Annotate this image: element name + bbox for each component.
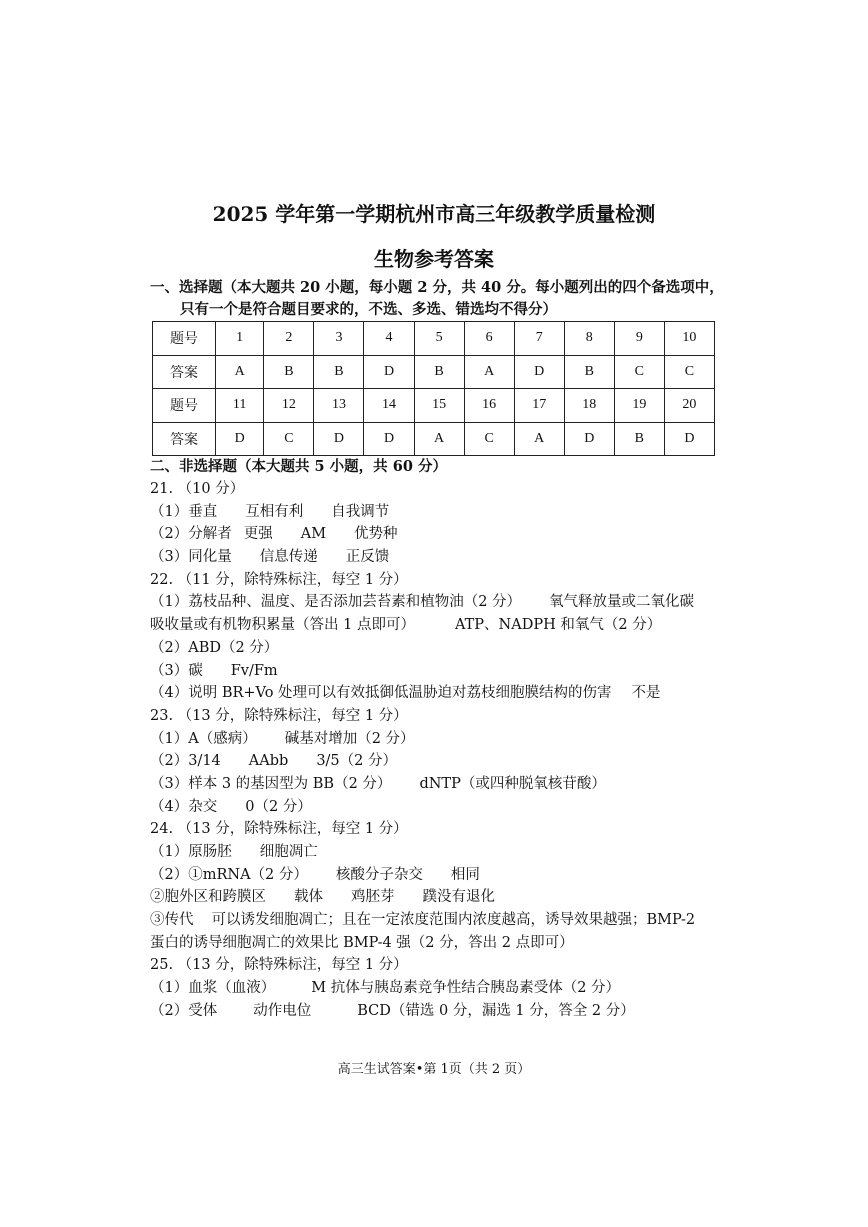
answer-item: 优势种 (354, 526, 398, 543)
answer-item: （1）血浆（血液） (150, 980, 276, 997)
table-cell: 4 (364, 322, 414, 356)
answer-item: ATP、NADPH 和氧气（2 分） (454, 617, 662, 634)
answer-item: 细胞凋亡 (259, 844, 318, 860)
answer-item: （1）A（感病） (150, 730, 257, 747)
answer-item: 氧气释放量或二氧化碳 (549, 594, 695, 611)
table-cell: B (414, 355, 464, 389)
table-cell: B (614, 422, 664, 456)
answer-line (150, 660, 730, 683)
answer-item: 互相有利 (245, 503, 304, 520)
table-cell: 17 (514, 389, 564, 423)
section-heading-choice (150, 277, 730, 321)
table-cell: 10 (664, 322, 714, 356)
answer-body (150, 478, 730, 1023)
table-row (153, 389, 715, 423)
answer-item: 蹼没有退化 (422, 889, 495, 906)
answer-item: （2）分解者 (150, 526, 232, 543)
table-cell: B (264, 355, 314, 389)
table-cell: 8 (564, 322, 614, 356)
table-row (153, 422, 715, 456)
table-cell: D (564, 422, 614, 456)
page-subtitle: 生物参考答案 (374, 247, 494, 271)
answer-item: AAbb (248, 753, 289, 770)
table-cell: A (514, 422, 564, 456)
answer-item: 0（2 分） (245, 798, 312, 815)
table-cell: 11 (216, 389, 264, 423)
answer-item: BCD（错选 0 分，漏选 1 分，答全 2 分） (357, 1002, 635, 1019)
table-row (153, 322, 715, 356)
row-label: 答案 (153, 422, 216, 456)
answer-item: 核酸分子杂交 (335, 866, 423, 883)
question-header: 22. （11 分，除特殊标注，每空 1 分） (150, 571, 408, 588)
section-heading-line: 只有一个是符合题目要求的，不选、多选、错选均不得分） (180, 301, 557, 318)
answer-item: （3）样本 3 的基因型为 BB（2 分） (150, 775, 392, 792)
answer-item: ②胞外区和跨膜区 (150, 889, 266, 906)
answer-line (150, 886, 730, 909)
table-cell: D (364, 355, 414, 389)
table-cell: A (464, 355, 514, 389)
answer-line (150, 591, 730, 614)
table-cell: A (216, 355, 264, 389)
table-cell: 12 (264, 389, 314, 423)
answer-item: （1）原肠胚 (150, 844, 232, 860)
table-cell: B (564, 355, 614, 389)
table-cell: 1 (216, 322, 264, 356)
answer-item: 更强 (243, 526, 273, 543)
table-cell: 20 (664, 389, 714, 423)
answer-item: （4）说明 BR+Vo 处理可以有效抵御低温胁迫对荔枝细胞膜结构的伤害 (150, 685, 612, 702)
answer-item: 碱基对增加（2 分） (284, 730, 415, 747)
answer-item: 正反馈 (345, 549, 390, 566)
answer-item: 可以诱发细胞凋亡；且在一定浓度范围内浓度越高，诱导效果越强；BMP-2 (211, 912, 696, 929)
answer-item: 鸡胚芽 (351, 889, 395, 906)
row-label: 答案 (153, 355, 216, 389)
table-cell: 13 (314, 389, 364, 423)
answer-line (150, 501, 730, 524)
table-cell: 5 (414, 322, 464, 356)
table-cell: C (464, 422, 514, 456)
section-heading-line: 一、选择题（本大题共 20 小题，每小题 2 分，共 40 分。每小题列出的四个备选项中， (150, 279, 724, 296)
answer-line (150, 909, 730, 932)
answer-item: 相同 (450, 866, 480, 883)
answer-line (150, 977, 730, 1000)
table-cell: D (314, 422, 364, 456)
answer-item: 动作电位 (253, 1002, 312, 1019)
table-cell: 2 (264, 322, 314, 356)
answer-line (150, 523, 730, 546)
table-cell: C (614, 355, 664, 389)
answer-item: （1）荔枝品种、温度、是否添加芸苔素和植物油（2 分） (150, 594, 522, 611)
answer-line (150, 750, 730, 773)
answer-line (150, 614, 730, 637)
answer-item: （3）碳 (150, 662, 203, 679)
answer-item: （2）受体 (150, 1002, 218, 1019)
answer-line (150, 546, 730, 569)
table-cell: D (216, 422, 264, 456)
question-header: 25. （13 分，除特殊标注，每空 1 分） (150, 957, 408, 974)
table-cell: 19 (614, 389, 664, 423)
table-cell: B (314, 355, 364, 389)
table-cell: D (364, 422, 414, 456)
answer-item: 不是 (631, 685, 661, 702)
answer-item: （2）3/14 (150, 753, 221, 770)
table-cell: A (414, 422, 464, 456)
answer-line (150, 773, 730, 796)
answer-line (150, 682, 730, 705)
table-cell: 7 (514, 322, 564, 356)
answer-item: 吸收量或有机物积累量（答出 1 点即可） (150, 617, 415, 634)
table-cell: 18 (564, 389, 614, 423)
answer-item: （2）①mRNA（2 分） (150, 866, 308, 883)
answer-line (150, 864, 730, 887)
table-cell: C (664, 355, 714, 389)
table-cell: C (264, 422, 314, 456)
answer-line (150, 728, 730, 751)
answer-item: M 抗体与胰岛素竞争性结合胰岛素受体（2 分） (311, 980, 621, 997)
answer-item: （3）同化量 (150, 549, 232, 566)
question-header: 24. （13 分，除特殊标注，每空 1 分） (150, 821, 408, 838)
answer-item: （1）垂直 (150, 503, 218, 520)
table-cell: 6 (464, 322, 514, 356)
answer-item: （4）杂交 (150, 798, 218, 815)
answer-line (150, 1000, 730, 1023)
section-heading-nonchoice: 二、非选择题（本大题共 5 小题，共 60 分） (150, 458, 447, 475)
table-cell: 14 (364, 389, 414, 423)
page-title: 2025 学年第一学期杭州市高三年级教学质量检测 (212, 202, 656, 226)
answer-line: 蛋白的诱导细胞凋亡的效果比 BMP-4 强（2 分，答出 2 点即可） (150, 934, 574, 951)
table-cell: 15 (414, 389, 464, 423)
answer-item: Fv/Fm (230, 662, 278, 679)
row-label: 题号 (153, 322, 216, 356)
table-cell: 9 (614, 322, 664, 356)
answer-item: 信息传递 (259, 549, 318, 566)
table-cell: D (664, 422, 714, 456)
answer-item: ③传代 (150, 912, 194, 929)
answer-item: 3/5（2 分） (316, 753, 397, 770)
answer-line (150, 841, 730, 864)
table-cell: 3 (314, 322, 364, 356)
row-label: 题号 (153, 389, 216, 423)
page-footer: 高三生试答案•第 1页（共 2 页） (337, 1062, 531, 1077)
table-row (153, 355, 715, 389)
answer-item: AM (300, 526, 327, 543)
answer-table (152, 321, 715, 456)
table-cell: 16 (464, 389, 514, 423)
answer-item: dNTP（或四种脱氧核苷酸） (419, 775, 606, 792)
answer-line (150, 796, 730, 819)
question-header: 21. （10 分） (150, 481, 245, 497)
question-header: 23. （13 分，除特殊标注，每空 1 分） (150, 707, 408, 724)
table-cell: D (514, 355, 564, 389)
answer-item: 载体 (294, 889, 323, 906)
answer-item: 自我调节 (331, 503, 390, 520)
answer-line: （2）ABD（2 分） (150, 639, 279, 656)
